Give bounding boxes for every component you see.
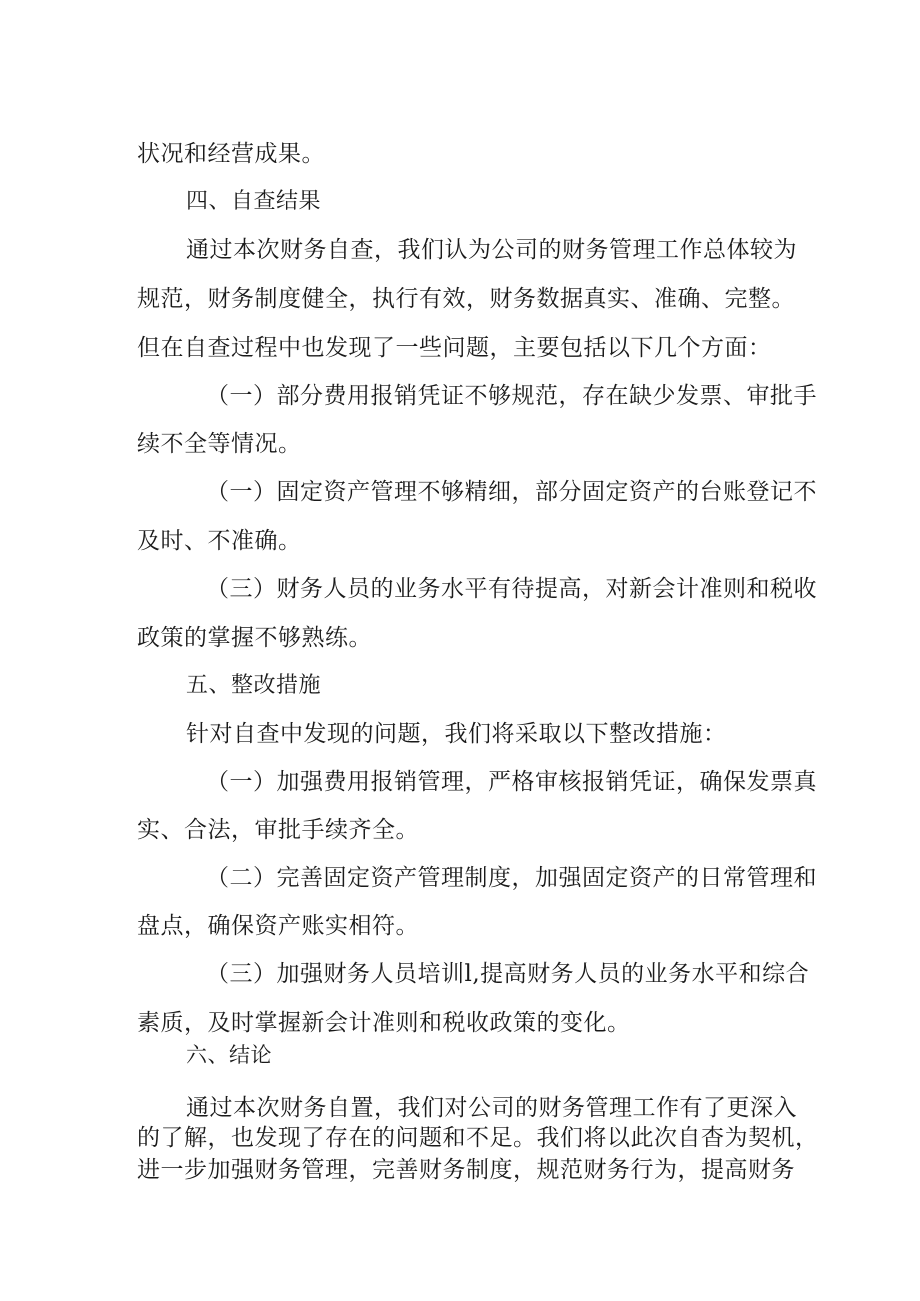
list-item-line: 及时、不准确。 <box>137 528 302 554</box>
list-item-line: 续不全等情况。 <box>137 431 302 457</box>
list-item-line: 实、合法，审批手续齐全。 <box>137 817 419 843</box>
list-item-line: 盘点，确保资产账实相符。 <box>137 913 419 939</box>
paragraph-line: 通过本次财务自置，我们对公司的财务管理工作有了更深入 <box>186 1095 797 1121</box>
list-item-line: 政策的掌握不够熟练。 <box>137 625 372 651</box>
paragraph-line: 通过本次财务自查，我们认为公司的财务管理工作总体较为 <box>186 237 797 263</box>
section-heading-rectification: 五、整改措施 <box>186 673 322 698</box>
paragraph-line: 进一步加强财务管理，完善财务制度，规范财务行为，提高财务 <box>137 1157 795 1183</box>
paragraph-line: 的了解，也发现了存在的问题和不足。我们将以此次自杳为契机， <box>137 1125 819 1151</box>
paragraph-line: 针对自查中发现的问题，我们将采取以下整改措施： <box>186 721 727 747</box>
list-item-line: （一）部分费用报销凭证不够规范，存在缺少发票、审批手 <box>206 383 817 409</box>
list-item-line: （三）财务人员的业务水平有待提高，对新会计准则和税收 <box>206 576 817 602</box>
paragraph-line: 规范，财务制度健全，执行有效，财务数据真实、准确、完整。 <box>137 286 795 312</box>
paragraph-line: 状况和经营成果。 <box>137 141 325 167</box>
section-heading-conclusion: 六、结论 <box>186 1043 272 1067</box>
list-item-line: 素质，及时掌握新会计准则和税收政策的变化。 <box>137 1010 631 1036</box>
list-item-line: （二）完善固定资产管理制度，加强固定资产的日常管理和 <box>206 865 817 891</box>
paragraph-line: 但在自查过程中也发现了一些问题，主要包括以下几个方面： <box>137 335 772 361</box>
list-item-line: （一）固定资产管理不够精细，部分固定资产的台账登记不 <box>206 479 817 505</box>
list-item-line: （一）加强费用报销管理，严格审核报销凭证，确保发票真 <box>206 769 817 795</box>
section-heading-self-check-results: 四、自查结果 <box>186 189 322 214</box>
list-item-line: （三）加强财务人员培训l,提高财务人员的业务水平和综合 <box>206 961 810 987</box>
